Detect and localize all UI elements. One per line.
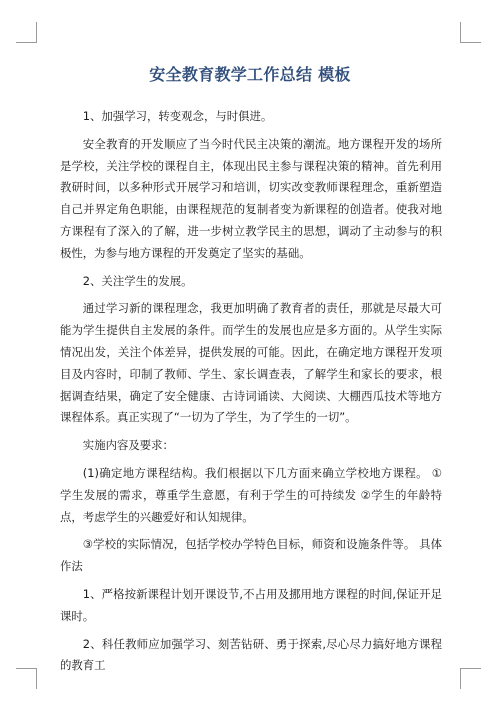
- paragraph: 1、严格按新课程计划开课设节,不占用及挪用地方课程的时间,保证开足课时。: [60, 586, 442, 623]
- paragraph: 安全教育的开发顺应了当今时代民主决策的潮流。地方课程开发的场所是学校，关注学校的课程自主，体现出民主参与课程决策的精神。首先利用教研时间，以多种形式开展学习和培训，切实改变教师课程理念，重新塑造自己并界定角色职能，由课程规范的复制者变为新课程的创造者。使我对地方课程有了深入的了解，进一步树立教学民主的思想，调动了主动参与的积极性，为参与地方课程的开发奠定了坚实的基础。: [60, 136, 442, 260]
- paragraph-heading-2: 2、关注学生的发展。: [82, 273, 193, 288]
- paragraph: 2、科任教师应加强学习、刻苦钻研、勇于探索,尽心尽力搞好地方课程的教育工: [60, 636, 442, 673]
- paragraph: ③学校的实际情况，包括学校办学特色目标，师资和设施条件等。 具体作法: [60, 537, 442, 574]
- paragraph: 通过学习新的课程理念，我更加明确了教育者的责任，那就是尽最大可能为学生提供自主发展的条件。而学生的发展也应是多方面的。从学生实际情况出发，关注个体差异，提供发展的可能。因此，在确定地方课程开发项目及内容时，印制了教师、学生、家长调查表，了解学生和家长的要求，根据调查结果，确定了安全健康、古诗词诵读、大阅读、大棚西瓜技术等地方课程体系。真正实现了“一切为了学生，为了学生的一切”。: [60, 301, 442, 425]
- paragraph: (1)确定地方课程结构。我们根据以下几方面来确立学校地方课程。 ①学生发展的需求，尊重学生意愿，有利于学生的可持续发 ②学生的年龄特点，考虑学生的兴趣爱好和认知规律。: [60, 465, 442, 524]
- document-title: 安全教育教学工作总结 模板: [149, 65, 351, 84]
- crop-mark-bottom-left: [16, 668, 37, 689]
- crop-mark-top-left: [16, 22, 37, 43]
- paragraph-heading-1: 1、加强学习，转变观念，与时俱进。: [82, 109, 273, 123]
- crop-mark-bottom-right: [460, 668, 481, 689]
- document-body: [60, 106, 442, 677]
- crop-mark-top-right: [460, 22, 481, 43]
- paragraph-subheading: 实施内容及要求：: [82, 438, 174, 453]
